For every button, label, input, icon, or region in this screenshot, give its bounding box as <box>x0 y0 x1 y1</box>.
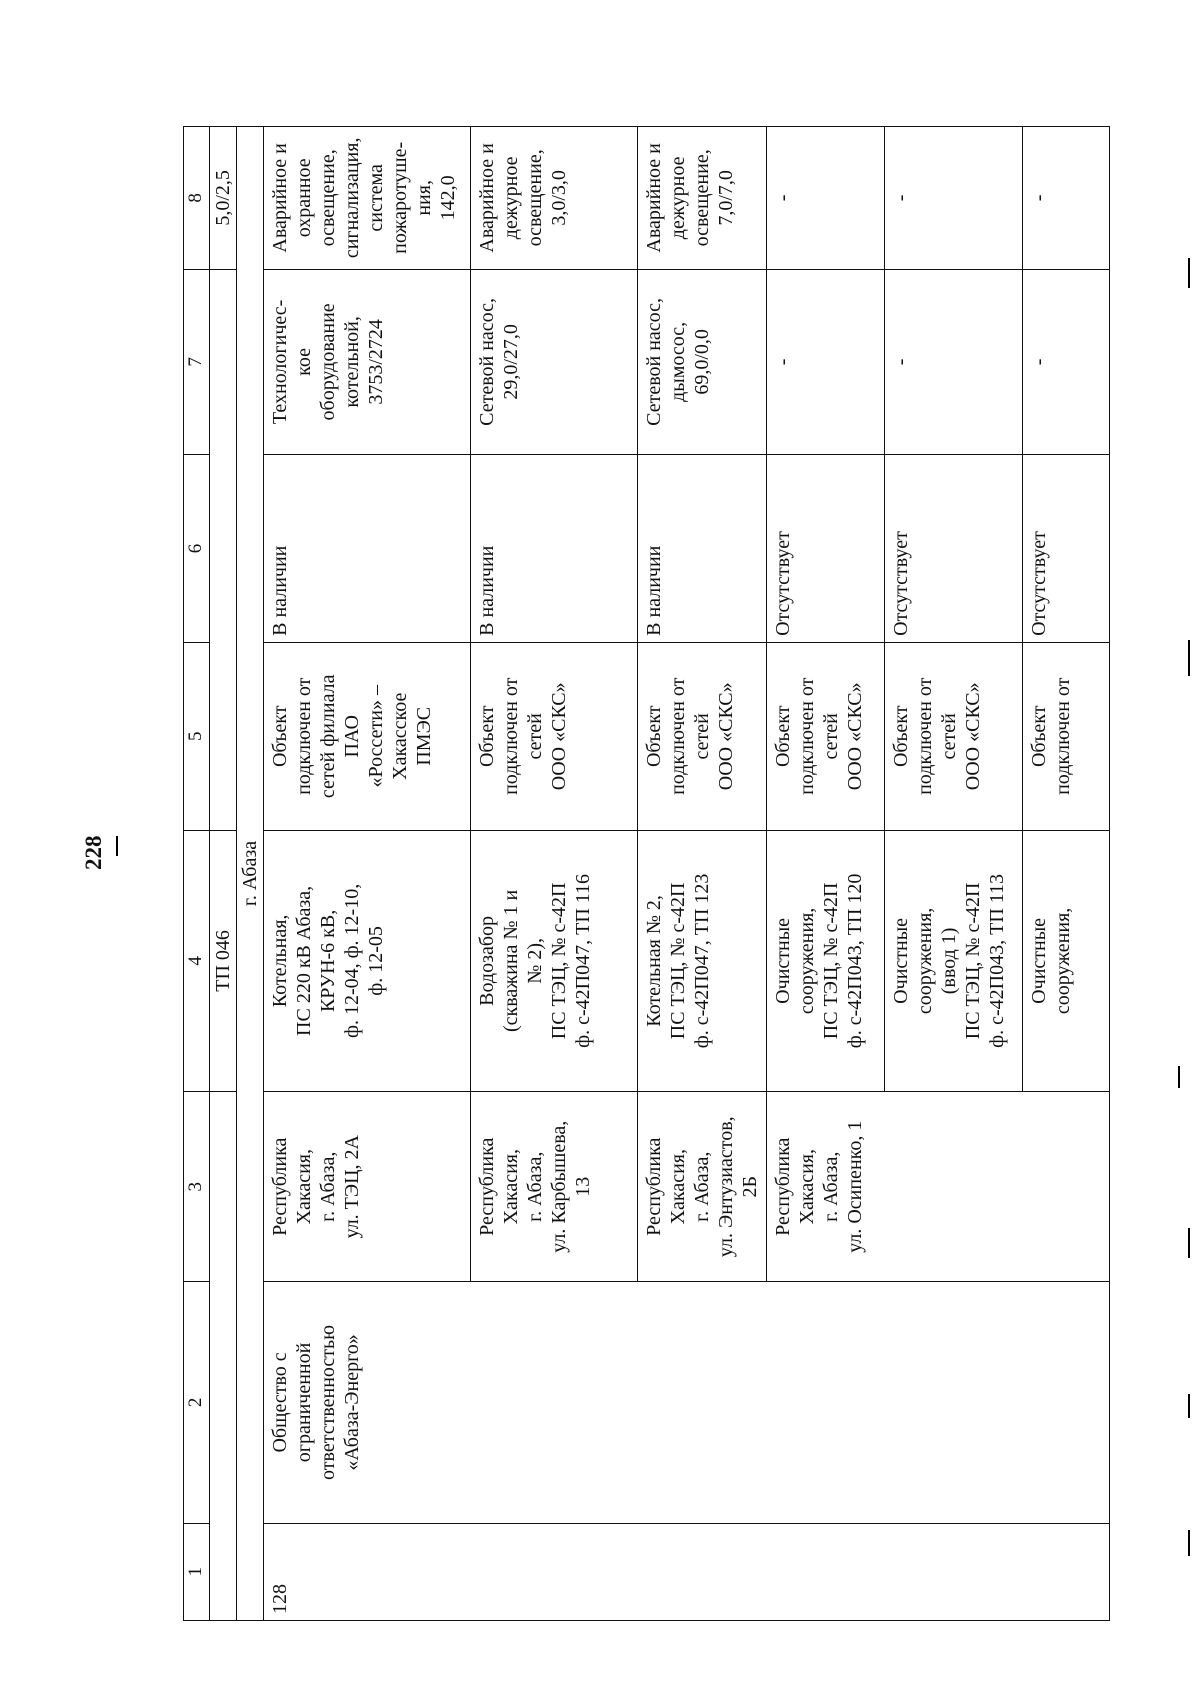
col-number: 6 <box>184 455 210 643</box>
rotated-table-container <box>183 126 1110 1621</box>
address-cell: Республика Хакасия, г. Абаза, ул. Карбышева, 13 <box>470 1092 637 1282</box>
object-cell: Очистные сооружения, ПС ТЭЦ, № с-42П ф. с-42П043, ТП 120 <box>766 830 884 1091</box>
col-number: 5 <box>184 642 210 830</box>
col-number: 8 <box>184 127 210 270</box>
reserve-cell: В наличии <box>263 455 470 643</box>
organization-name: Общество с ограниченной ответственностью «Абаза-Энерго» <box>263 1282 1109 1523</box>
equipment-cell: Сетевой насос, 29,0/27,0 <box>470 269 637 454</box>
scan-speck <box>1188 1228 1190 1258</box>
supply-cell: Объект подключен от <box>1022 642 1109 830</box>
supply-cell: Объект подключен от сетей филиала ПАО «Россети» – Хакасское ПМЭС <box>263 642 470 830</box>
city-label: г. Абаза <box>236 127 263 1621</box>
address-cell: Республика Хакасия, г. Абаза, ул. Осипенко, 1 <box>766 1092 1109 1282</box>
scan-speck <box>1188 258 1190 288</box>
table-row <box>263 127 470 1621</box>
supply-cell: Объект подключен от сетей ООО «СКС» <box>766 642 884 830</box>
reserve-cell: Отсутствует <box>766 455 884 643</box>
supply-cell: Объект подключен от сетей ООО «СКС» <box>884 642 1022 830</box>
reserve-cell: Отсутствует <box>1022 455 1109 643</box>
emergency-cell: Аварийное и дежурное освещение, 3,0/3,0 <box>470 127 637 270</box>
equipment-cell: - <box>766 269 884 454</box>
equipment-cell: - <box>884 269 1022 454</box>
data-table <box>183 126 1110 1621</box>
tp-value: 5,0/2,5 <box>209 127 236 270</box>
scan-speck <box>1188 640 1190 676</box>
tp-row <box>209 127 236 1621</box>
equipment-cell: Технологичес- кое оборудование котельной, 3753/2724 <box>263 269 470 454</box>
column-number-row <box>184 127 210 1621</box>
object-cell: Котельная № 2, ПС ТЭЦ, № с-42П ф. с-42П047, ТП 123 <box>637 830 766 1091</box>
city-row <box>236 127 263 1621</box>
supply-cell: Объект подключен от сетей ООО «СКС» <box>470 642 637 830</box>
reserve-cell: В наличии <box>470 455 637 643</box>
emergency-cell: Аварийное и охранное освещение, сигнализация, система пожаротуше- ния, 142,0 <box>263 127 470 270</box>
emergency-cell: Аварийное и дежурное освещение, 7,0/7,0 <box>637 127 766 270</box>
object-cell: Очистные сооружения, <box>1022 830 1109 1091</box>
col-number: 4 <box>184 830 210 1091</box>
equipment-cell: Сетевой насос, дымосос, 69,0/0,0 <box>637 269 766 454</box>
page-number: 228 <box>81 835 106 870</box>
equipment-cell: - <box>1022 269 1109 454</box>
scan-speck <box>116 836 118 856</box>
entry-number: 128 <box>263 1523 1109 1620</box>
reserve-cell: В наличии <box>637 455 766 643</box>
emergency-cell: - <box>884 127 1022 270</box>
col-number: 3 <box>184 1092 210 1282</box>
emergency-cell: - <box>1022 127 1109 270</box>
address-cell: Республика Хакасия, г. Абаза, ул. ТЭЦ, 2А <box>263 1092 470 1282</box>
object-cell: Котельная, ПС 220 кВ Абаза, КРУН-6 кВ, ф. 12-04, ф. 12-10, ф. 12-05 <box>263 830 470 1091</box>
object-cell: Очистные сооружения, (ввод 1) ПС ТЭЦ, № с-42П ф. с-42П043, ТП 113 <box>884 830 1022 1091</box>
scan-speck <box>1188 1394 1190 1418</box>
tp-empty-cell <box>209 1092 236 1621</box>
col-number: 1 <box>184 1523 210 1620</box>
col-number: 7 <box>184 269 210 454</box>
tp-label: ТП 046 <box>209 830 236 1091</box>
col-number: 2 <box>184 1282 210 1523</box>
scan-speck <box>1178 1066 1180 1088</box>
reserve-cell: Отсутствует <box>884 455 1022 643</box>
supply-cell: Объект подключен от сетей ООО «СКС» <box>637 642 766 830</box>
scan-speck <box>1188 1530 1190 1556</box>
address-cell: Республика Хакасия, г. Абаза, ул. Энтузиастов, 2Б <box>637 1092 766 1282</box>
object-cell: Водозабор (скважина № 1 и № 2), ПС ТЭЦ, № с-42П ф. с-42П047, ТП 116 <box>470 830 637 1091</box>
tp-empty-cell <box>209 269 236 830</box>
emergency-cell: - <box>766 127 884 270</box>
